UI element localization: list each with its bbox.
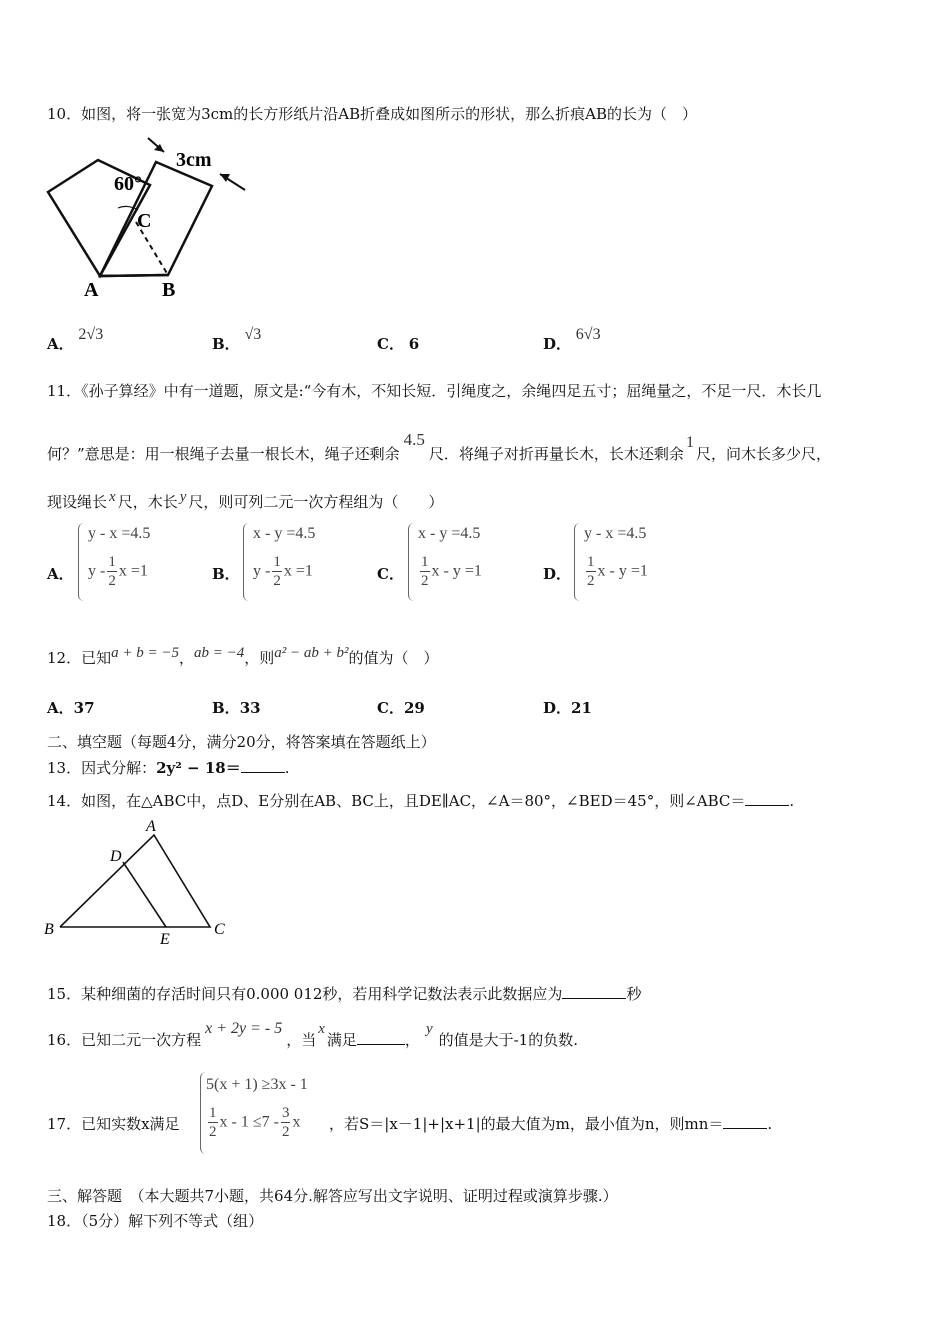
brace [408,523,415,601]
q11-option-c-letter[interactable]: C． [377,565,404,583]
text: . [789,792,795,810]
denominator: 2 [421,573,429,589]
q14-point-e: E [160,931,170,945]
text: 秒 [626,985,642,1003]
equation-1: x - y =4.5 [418,525,481,542]
eq-pre: y - [88,562,106,580]
q17-post [329,1113,772,1134]
inequality-2 [206,1106,300,1140]
brace [574,523,581,601]
equation-1: x - y =4.5 [253,525,316,542]
option-letter: B． [212,699,240,717]
q10-stem: 10．如图，将一张宽为3cm的长方形纸片沿AB折叠成如图所示的形状，那么折痕AB的长为（ ） [47,105,697,123]
section-3-heading: 三、解答题 （本大题共7小题，共64分.解答应写出文字说明、证明过程或演算步骤.） [47,1187,618,1205]
option-letter: C． [377,699,404,717]
denominator: 2 [273,573,281,589]
text: 满足 [326,1031,357,1049]
text: ，当 [286,1031,317,1049]
eq-post: x =1 [118,562,148,580]
text: 14．如图，在△ABC中，点D、E分别在AB、BC上，且DE∥AC，∠A＝80°，∠BED＝45°，则∠ABC＝ [47,792,746,810]
q12-option-b[interactable] [212,697,261,718]
option-value: 6 [408,335,420,353]
equation-2 [88,555,148,589]
var-y: y [179,489,187,505]
fraction [420,555,430,589]
q16 [47,1020,578,1050]
text: ， [178,649,194,667]
equation-1: y - x =4.5 [88,525,151,542]
fraction [208,1106,218,1140]
text: 15．某种细菌的存活时间只有0.000 012秒，若用科学记数法表示此数据应为 [47,985,563,1003]
numerator: 1 [421,554,429,570]
eq-post: x - y =1 [597,562,648,580]
answer-blank[interactable] [241,758,285,773]
option-value: 33 [239,699,261,717]
text: 尺，则可列二元一次方程组为（ ） [188,493,444,511]
equation-2 [418,555,482,589]
q10-option-d[interactable] [543,326,601,354]
option-letter: A． [47,335,74,353]
text: 16．已知二元一次方程 [47,1031,202,1049]
option-letter: B． [212,335,240,353]
text: 何？”意思是：用一根绳子去量一根长木，绳子还剩余 [47,445,400,463]
text: 的值为（ ） [348,649,439,667]
q10-figure-width-label: 3cm [176,149,212,171]
q14-point-b: B [44,921,54,938]
numerator: 1 [587,554,595,570]
expr-a-plus-b: a + b = −5 [111,645,179,661]
expr-ab: ab = −4 [193,645,245,661]
q14-point-a: A [146,818,156,835]
option-letter: D． [543,335,572,353]
option-value: 21 [571,699,592,717]
text: ， [404,1031,420,1049]
q10-figure [40,130,255,305]
value-4-5: 4.5 [403,430,425,449]
text: 的值是大于-1的负数. [438,1031,578,1049]
q12-option-d[interactable] [543,697,592,718]
text: 12．已知 [47,649,112,667]
q11-line2 [47,430,831,464]
option-value: 29 [403,699,425,717]
equation: x + 2y = - 5 [205,1020,283,1037]
fraction [107,555,117,589]
brace [243,523,250,601]
q11-option-b-system[interactable] [243,523,353,603]
denominator: 2 [587,573,595,589]
q10-option-b[interactable] [212,326,262,354]
eq-post: x =1 [283,562,313,580]
denominator: 2 [209,1124,217,1140]
text: 现设绳长 [47,493,108,511]
fraction [272,555,282,589]
numerator: 1 [273,554,281,570]
q15 [47,983,641,1004]
text: . [767,1115,773,1133]
q17-inequality-system [200,1072,340,1156]
q17-pre: 17．已知实数x满足 [47,1115,180,1133]
answer-blank[interactable] [562,984,626,999]
section-2-heading: 二、填空题（每题4分，满分20分，将答案填在答题纸上） [47,733,436,751]
fraction [281,1106,291,1140]
text: 13．因式分解： [47,759,157,777]
q12-option-c[interactable] [377,697,425,718]
option-value: √3 [244,326,262,343]
value-1: 1 [685,434,694,451]
q10-figure-angle-label: 60° [114,173,142,195]
q11-option-d-system[interactable] [574,523,684,603]
numerator: 3 [281,1105,290,1121]
q14-stem [47,790,794,811]
answer-blank[interactable] [723,1114,767,1129]
q10-figure-point-b: B [162,279,176,301]
answer-blank[interactable] [357,1030,405,1045]
q12-stem [47,647,439,668]
var-x: x [109,489,116,505]
text: . [284,759,290,777]
text: 尺，木长 [117,493,178,511]
text: 尺，问木长多少尺， [695,445,831,463]
q14-figure [40,815,240,945]
option-value: 6√3 [575,326,601,343]
equation-2 [253,555,313,589]
brace [78,523,85,601]
option-value: 2√3 [78,326,104,343]
q10-figure-point-a: A [84,279,99,301]
ineq-post: x [292,1113,301,1131]
eq-pre: y - [253,562,271,580]
q12-option-a[interactable] [47,697,95,718]
text: ，若S＝|x－1|+|x+1|的最大值为m，最小值为n，则mn＝ [329,1115,724,1133]
ineq-mid: x - 1 ≤7 - [219,1113,279,1131]
q14-point-c: C [214,921,225,938]
q10-option-c[interactable] [377,333,419,354]
q13 [47,757,290,778]
fraction [586,555,596,589]
q11-line3 [47,491,443,512]
denominator: 2 [281,1124,290,1140]
q11-option-c-system[interactable] [408,523,518,603]
q18-stem: 18．（5分）解下列不等式（组） [47,1212,264,1230]
answer-blank[interactable] [745,791,789,806]
q11-option-a-system[interactable] [78,523,188,603]
q11-option-d-letter[interactable]: D． [543,565,572,583]
eq-post: x - y =1 [431,562,482,580]
expression: 2y² − 18＝ [156,759,241,777]
equation-2 [584,555,648,589]
q11-option-b-letter[interactable]: B． [212,565,240,583]
numerator: 1 [108,554,116,570]
option-value: 37 [73,699,95,717]
var-y: y [425,1021,433,1037]
q10-figure-point-c: C [137,210,152,232]
var-x: x [318,1021,325,1037]
text: ，则 [244,649,275,667]
numerator: 1 [209,1105,217,1121]
text: 尺．将绳子对折再量长木，长木还剩余 [428,445,684,463]
q11-option-a-letter[interactable]: A． [47,565,74,583]
equation-1: y - x =4.5 [584,525,647,542]
q14-point-d: D [110,848,122,865]
q10-option-a[interactable] [47,326,104,354]
option-letter: A． [47,699,74,717]
q11-line1: 11．《孙子算经》中有一道题，原文是:“今有木，不知长短．引绳度之，余绳四足五寸；屈绳量之，不足一尺．木长几 [47,382,822,400]
option-letter: D． [543,699,572,717]
expr-target: a² − ab + b² [274,645,349,661]
denominator: 2 [108,573,116,589]
option-letter: C． [377,335,404,353]
inequality-1: 5(x + 1) ≥3x - 1 [206,1076,308,1093]
